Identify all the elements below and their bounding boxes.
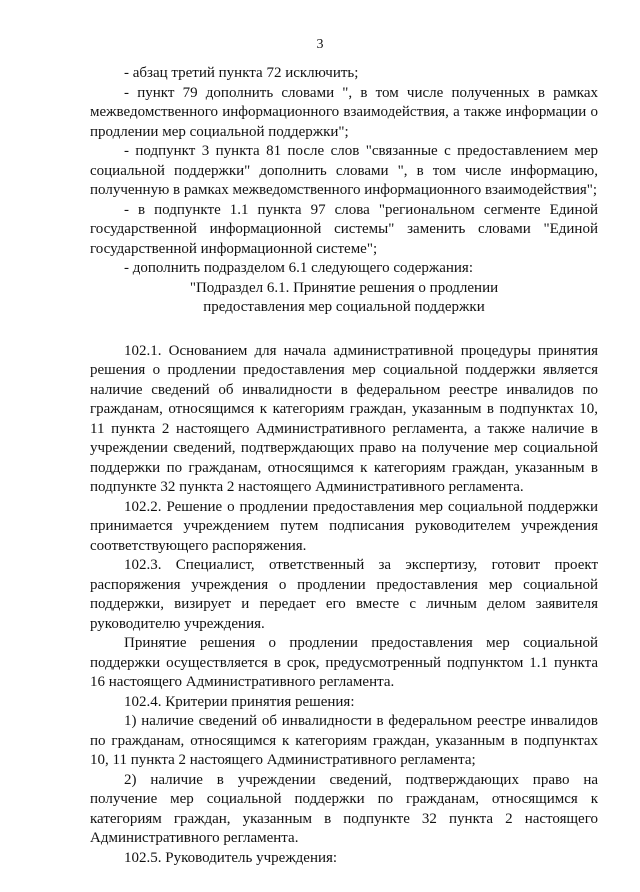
subsection-heading-line: "Подраздел 6.1. Принятие решения о продлении — [189, 279, 499, 296]
amendment-item: - в подпункте 1.1 пункта 97 слова "региональном сегменте Единой государственной информационной системы" заменить словами "Единой государственной информационной системе"; — [90, 201, 598, 257]
document-body — [90, 64, 598, 868]
paragraph-102-1: 102.1. Основанием для начала административной процедуры принятия решения о продлении предоставления мер социальной поддержки является наличие сведений об инвалидности в федеральном реестре инвалидов по гражданам, относящимся к категориям граждан, указанным в подпунктах 10, 11 пункта 2 настоящего Административного регламента, а также наличие в учреждении сведений, подтверждающих право на получение мер социальной поддержки по гражданам, относящимся к категориям граждан, указанным в подпункте 32 пункта 2 настоящего Административного регламента. — [90, 342, 598, 495]
amendment-item: - абзац третий пункта 72 исключить; — [124, 65, 359, 81]
paragraph-102-5: 102.5. Руководитель учреждения: — [124, 849, 338, 866]
amendment-item: - пункт 79 дополнить словами ", в том числе полученных в рамках межведомственного информационного взаимодействия, а также информации о продлении мер социальной поддержки"; — [90, 84, 598, 140]
paragraph-decision-term: Принятие решения о продлении предоставления мер социальной поддержки осуществляется в срок, предусмотренный подпунктом 1.1 пункта 16 настоящего Административного регламента. — [90, 635, 598, 690]
amendment-item: - дополнить подразделом 6.1 следующего содержания: — [124, 260, 473, 276]
criterion-item: 2) наличие в учреждении сведений, подтверждающих право на получение мер социальной поддержки по гражданам, относящимся к категориям граждан, указанным в подпункте 32 пункта 2 настоящего Административного регламента. — [90, 771, 598, 846]
subsection-heading-line: предоставления мер социальной поддержки — [203, 299, 485, 315]
amendment-item: - подпункт 3 пункта 81 после слов "связанные с предоставлением мер социальной поддержки" дополнить словами ", в том числе информацию, полученную в рамках межведомственного информационного взаимодействия"; — [90, 143, 598, 198]
criterion-item: 1) наличие сведений об инвалидности в федеральном реестре инвалидов по гражданам, относящимся к категориям граждан, указанным в подпунктах 10, 11 пункта 2 настоящего Административного регламента; — [90, 713, 598, 768]
paragraph-102-4: 102.4. Критерии принятия решения: — [124, 693, 355, 710]
paragraph-102-3: 102.3. Специалист, ответственный за экспертизу, готовит проект распоряжения учреждения о продлении предоставления мер социальной поддержки, визирует и передает его вместе с личным делом заявителя руководителю учреждения. — [90, 557, 598, 632]
paragraph-102-2: 102.2. Решение о продлении предоставления мер социальной поддержки принимается учреждением путем подписания руководителем учреждения соответствующего распоряжения. — [90, 498, 598, 554]
page-number: 3 — [316, 37, 324, 52]
